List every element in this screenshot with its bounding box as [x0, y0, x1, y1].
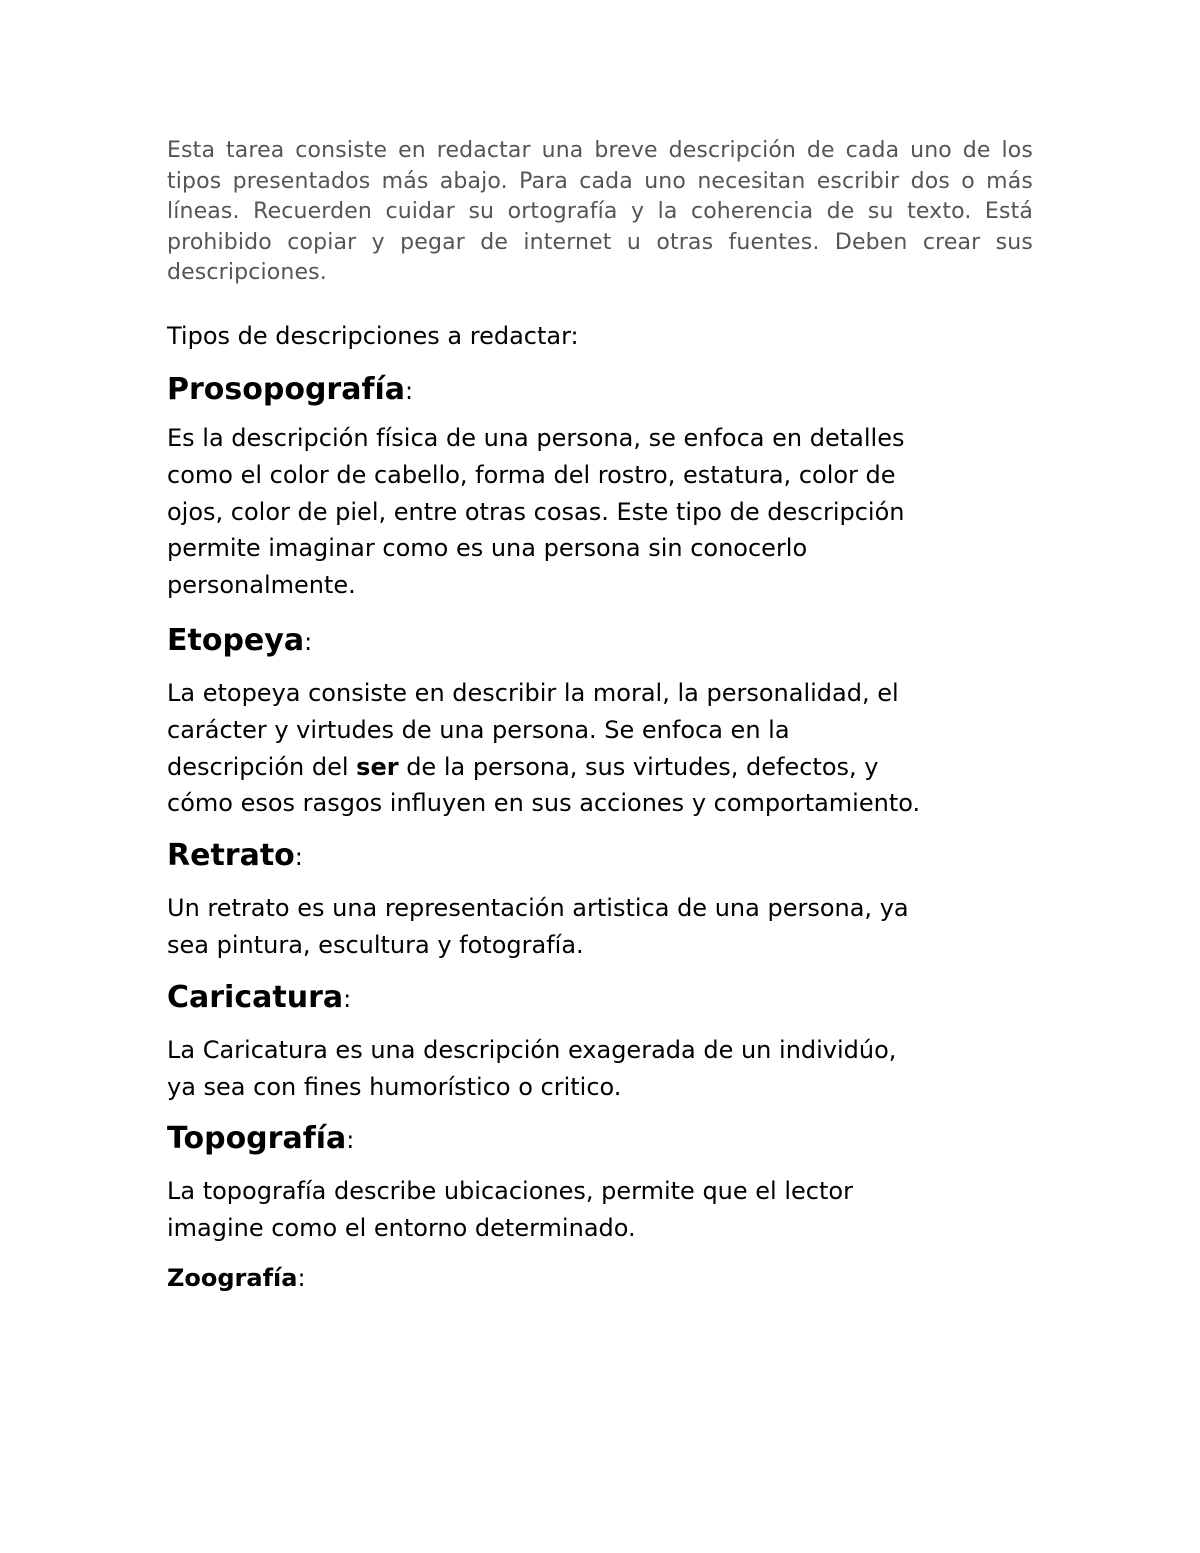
text-line: personalmente. — [167, 571, 356, 600]
heading-prosopografia: Prosopografía: — [167, 371, 414, 407]
text-line: ya sea con fines humorístico o critico. — [167, 1072, 622, 1101]
text-line: ojos, color de piel, entre otras cosas. Este tipo de descripción — [167, 497, 905, 526]
heading-topografia: Topografía: — [167, 1121, 355, 1157]
text-line: cómo esos rasgos influyen en sus acciones y comportamiento. — [167, 789, 921, 818]
heading-retrato: Retrato: — [167, 838, 303, 874]
text-line: permite imaginar como es una persona sin conocerlo — [167, 534, 808, 563]
heading-caricatura: Caricatura: — [167, 979, 352, 1015]
types-subtitle: Tipos de descripciones a redactar: — [167, 321, 579, 350]
text-line: Es la descripción física de una persona, se enfoca en detalles — [167, 423, 905, 452]
text-line: descripción del ser de la persona, sus virtudes, defectos, y — [167, 752, 879, 781]
intro-paragraph: Esta tarea consiste en redactar una breve descripción de cada uno de los tipos presentados más abajo. Para cada uno necesitan escribir dos o más líneas. Recuerden cuidar su ortografía y la coherencia de su texto. Está prohibido copiar y pegar de internet u otras fuentes. Deben crear sus descripciones. — [167, 138, 1033, 286]
topografia-description — [167, 1173, 1033, 1247]
text-line: carácter y virtudes de una persona. Se enfoca en la — [167, 715, 790, 744]
text-line: sea pintura, escultura y fotografía. — [167, 930, 584, 959]
caricatura-description — [167, 1032, 1033, 1106]
text-line: La etopeya consiste en describir la moral, la personalidad, el — [167, 678, 899, 707]
etopeya-description — [167, 675, 1033, 822]
text-line: La Caricatura es una descripción exagerada de un individúo, — [167, 1035, 897, 1064]
text-line: como el color de cabello, forma del rostro, estatura, color de — [167, 460, 896, 489]
bold-word: ser — [356, 752, 399, 781]
prosopografia-description — [167, 420, 1033, 604]
heading-etopeya: Etopeya: — [167, 622, 313, 658]
text-line: imagine como el entorno determinado. — [167, 1214, 636, 1243]
heading-zoografia: Zoografía: — [167, 1263, 306, 1292]
retrato-description — [167, 890, 1033, 964]
document-page — [167, 136, 1033, 1295]
text-line: La topografía describe ubicaciones, permite que el lector — [167, 1177, 853, 1206]
text-line: Un retrato es una representación artistica de una persona, ya — [167, 894, 909, 923]
